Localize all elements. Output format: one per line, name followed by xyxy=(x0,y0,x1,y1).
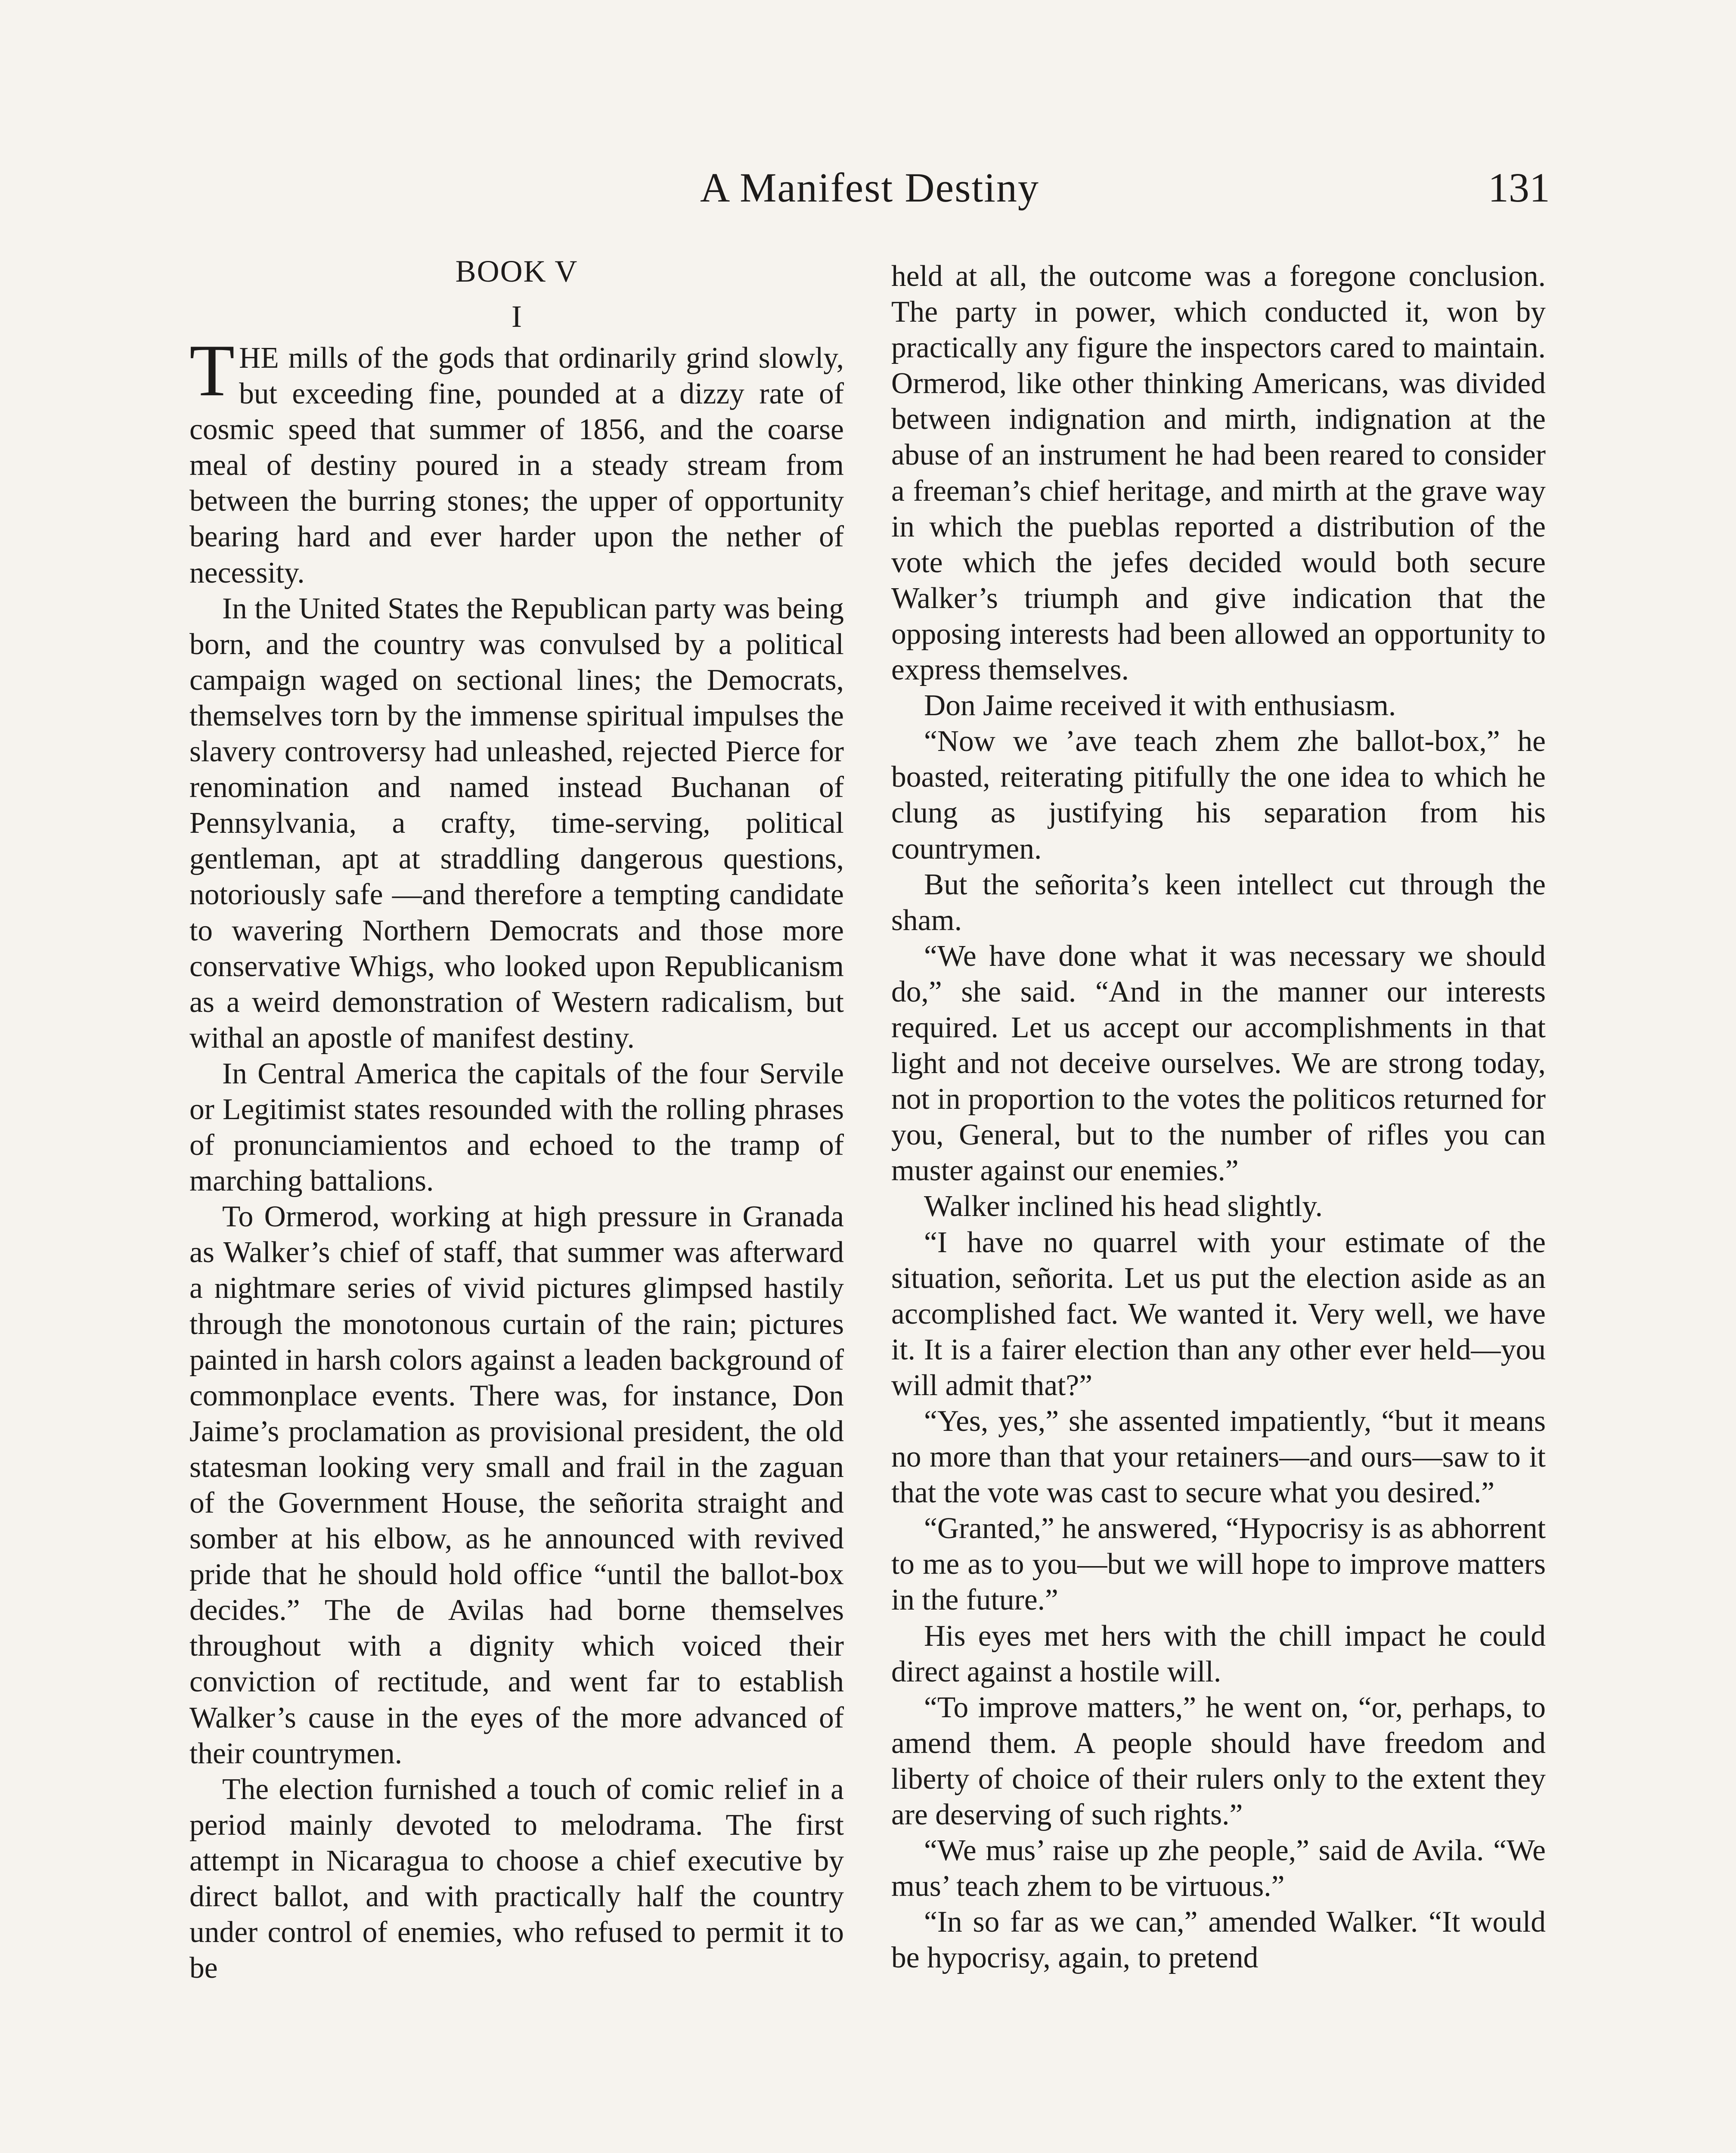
paragraph: His eyes met hers with the chill impact he could direct against a hostile will. xyxy=(891,1619,1546,1688)
page-title: A Manifest Destiny xyxy=(700,164,1039,211)
paragraph: But the señorita’s keen intellect cut through the sham. xyxy=(891,868,1546,937)
paragraph: “We mus’ raise up zhe people,” said de Avila. “We mus’ teach zhem to be virtuous.” xyxy=(891,1834,1546,1903)
paragraph xyxy=(189,330,844,591)
paragraph: In the United States the Republican party was being born, and the country was convulsed by a political campaign waged on sectional lines; the Democrats, themselves torn by the immense spiritual impulses the slavery controversy had unleashed, rejected Pierce for renomination and named instead Buchanan of Pennsylvania, a crafty, time-serving, political gentleman, apt at straddling dangerous questions, notoriously safe —and therefore a tempting candidate to wavering Northern Democrats and those more conservative Whigs, who looked upon Republicanism as a weird demonstration of Western radicalism, but withal an apostle of manifest destiny. xyxy=(189,592,844,1055)
paragraph: Walker inclined his head slightly. xyxy=(924,1190,1323,1223)
paragraph: “We have done what it was necessary we should do,” she said. “And in the manner our interests required. Let us accept our accomplishments in that light and not deceive ourselves. We are strong today, not in proportion to the votes the politicos returned for you, General, but to the number of rifles you can muster against our enemies.” xyxy=(891,939,1546,1188)
page-number: 131 xyxy=(1488,164,1550,211)
paragraph: The election furnished a touch of comic relief in a period mainly devoted to melodrama. The first attempt in Nicaragua to choose a chief executive by direct ballot, and with practically half the country under control of enemies, who refused to permit it to be xyxy=(189,1772,844,1985)
paragraph: “I have no quarrel with your estimate of the situation, señorita. Let us put the election aside as an accomplished fact. We wanted it. Very well, we have it. It is a fairer election than any other ever held—you will admit that?” xyxy=(891,1225,1546,1402)
drop-cap: T xyxy=(189,330,235,412)
paragraph-text: HE mills of the gods that ordinarily grind slowly, but exceeding fine, pounded at a dizzy rate of cosmic speed that summer of 1856, and the coarse meal of destiny poured in a steady stream from between the burring stones; the upper of opportunity bearing hard and ever harder upon the nether of necessity. xyxy=(189,341,844,589)
chapter-heading: I xyxy=(512,299,522,334)
paragraph: held at all, the outcome was a foregone conclusion. The party in power, which conducted it, won by practically any figure the inspectors cared to maintain. Ormerod, like other thinking Americans, was divided between indignation and mirth, indignation at the abuse of an instrument he had been reared to consider a freeman’s chief heritage, and mirth at the grave way in which the pueblas reported a distribution of the vote which the jefes decided would both secure Walker’s triumph and give indication that the opposing interests had been allowed an opportunity to express themselves. xyxy=(891,260,1546,687)
paragraph: Don Jaime received it with enthusiasm. xyxy=(924,689,1396,723)
left-column xyxy=(189,250,844,1986)
paragraph: “Yes, yes,” she assented impatiently, “but it means no more than that your retainers—and ours—saw to it that the vote was cast to secure what you desired.” xyxy=(891,1405,1546,1510)
page-header xyxy=(189,164,1550,220)
paragraph: In Central America the capitals of the four Servile or Legitimist states resounded with the rolling phrases of pronunciamientos and echoed to the tramp of marching battalions. xyxy=(189,1057,844,1198)
paragraph: To Ormerod, working at high pressure in Granada as Walker’s chief of staff, that summer was afterward a nightmare series of vivid pictures glimpsed hastily through the monotonous curtain of the rain; pictures painted in harsh colors against a leaden background of commonplace events. There was, for instance, Don Jaime’s proclamation as provisional president, the old statesman looking very small and frail in the zaguan of the Government House, the señorita straight and somber at his elbow, as he announced with revived pride that he should hold office “until the ballot-box decides.” The de Avilas had borne themselves throughout with a dignity which voiced their conviction of rectitude, and went far to establish Walker’s cause in the eyes of the more advanced of their countrymen. xyxy=(189,1200,844,1770)
paragraph: “Now we ’ave teach zhem zhe ballot-box,” he boasted, reiterating pitifully the one idea to which he clung as justifying his separation from his countrymen. xyxy=(891,725,1546,866)
book-heading: BOOK V xyxy=(455,254,578,289)
paragraph: “In so far as we can,” amended Walker. “It would be hypocrisy, again, to pretend xyxy=(891,1905,1546,1975)
right-column xyxy=(891,258,1546,1976)
paragraph: “To improve matters,” he went on, “or, perhaps, to amend them. A people should have freedom and liberty of choice of their rulers only to the extent they are deserving of such rights.” xyxy=(891,1691,1546,1832)
paragraph: “Granted,” he answered, “Hypocrisy is as abhorrent to me as to you—but we will hope to improve matters in the future.” xyxy=(891,1512,1546,1617)
